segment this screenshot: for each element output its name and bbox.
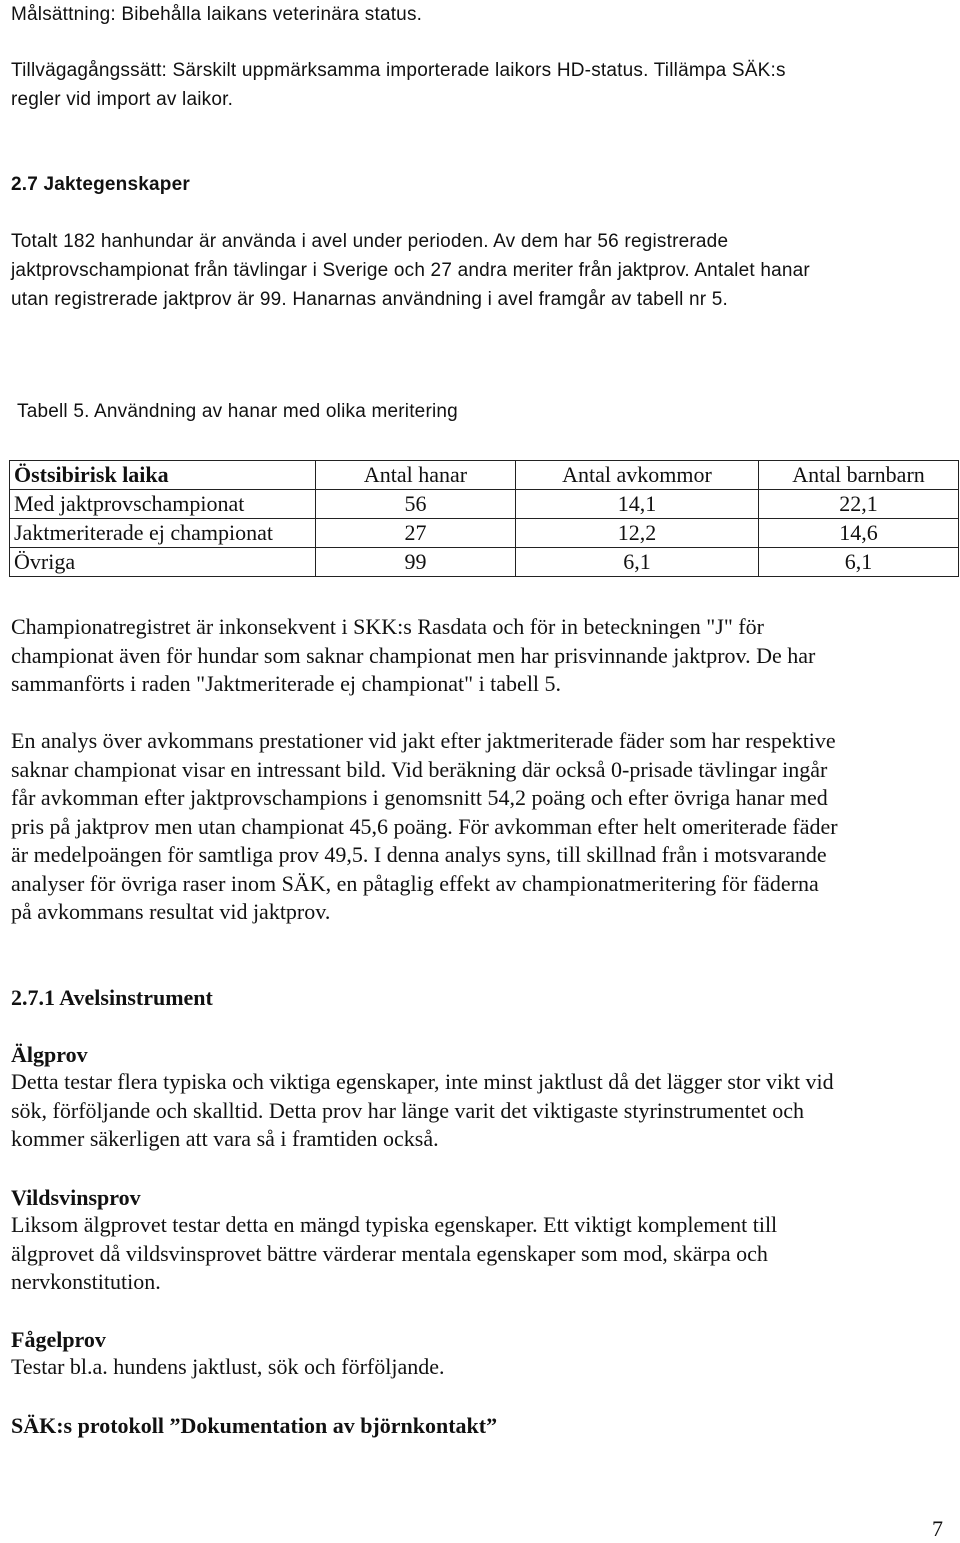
table-cell: 22,1 <box>759 490 959 519</box>
paragraph-vildsvinsprov <box>11 1211 951 1297</box>
table-cell: 99 <box>316 548 516 577</box>
goal-text: Bibehålla laikans veterinära status. <box>115 4 423 25</box>
paragraph-line: championat även för hundar som saknar championat men har prisvinnande jaktprov. De har <box>11 642 816 668</box>
table-header-cell: Östsibirisk laika <box>10 461 316 490</box>
table-cell: 12,2 <box>516 519 759 548</box>
table-cell: 27 <box>316 519 516 548</box>
table-caption-text: Användning av hanar med olika meritering <box>89 401 458 422</box>
method-label: Tillvägagångssätt: <box>11 60 168 81</box>
table-row <box>10 490 959 519</box>
table-row <box>10 548 959 577</box>
page-number: 7 <box>932 1516 943 1541</box>
section-heading-avelsinstrument: 2.7.1 Avelsinstrument <box>11 985 213 1010</box>
paragraph-championat <box>11 613 951 699</box>
heading-protocol: SÄK:s protokoll ”Dokumentation av björnkontakt” <box>11 1413 498 1438</box>
paragraph-line: Testar bl.a. hundens jaktlust, sök och förföljande. <box>11 1354 445 1379</box>
paragraph-line: på avkommans resultat vid jaktprov. <box>11 899 331 924</box>
paragraph-line: nervkonstitution. <box>11 1269 161 1294</box>
paragraph-line: saknar championat visar en intressant bild. Vid beräkning där också 0-prisade tävlingar ingår <box>11 756 828 782</box>
paragraph-line: sök, förföljande och skalltid. Detta prov har länge varit det viktigaste styrinstrumentet och <box>11 1097 805 1123</box>
paragraph-line: älgprovet då vildsvinsprovet bättre värderar mentala egenskaper som mod, skärpa och <box>11 1240 768 1266</box>
method-line-1 <box>11 56 786 85</box>
table-caption-label: Tabell 5. <box>17 401 90 422</box>
paragraph-line: En analys över avkommans prestationer vid jakt efter jaktmeriterade fäder som har respektive <box>11 728 836 753</box>
table-header-cell: Antal avkommor <box>516 461 759 490</box>
table-header-row <box>10 461 959 490</box>
heading-fagelprov: Fågelprov <box>11 1327 106 1352</box>
paragraph-line: Championatregistret är inkonsekvent i SKK:s Rasdata och för in beteckningen "J" för <box>11 614 764 639</box>
paragraph-line: Detta testar flera typiska och viktiga egenskaper, inte minst jaktlust då det lägger stor vikt vid <box>11 1069 834 1094</box>
usage-table <box>9 460 959 577</box>
method-text-1: Särskilt uppmärksamma importerade laikors HD-status. Tillämpa SÄK:s <box>167 60 786 81</box>
table-header-cell: Antal hanar <box>316 461 516 490</box>
paragraph-line: är medelpoängen för samtliga prov 49,5. I denna analys syns, till skillnad från i motsvarande <box>11 842 827 867</box>
table-header-cell: Antal barnbarn <box>759 461 959 490</box>
paragraph-line: pris på jaktprov men utan championat 45,6 poäng. För avkomman efter helt omeriterade fäder <box>11 813 838 839</box>
section-27-line: Totalt 182 hanhundar är använda i avel under perioden. Av dem har 56 registrerade <box>11 231 729 252</box>
table-cell: 14,6 <box>759 519 959 548</box>
heading-vildsvinsprov: Vildsvinsprov <box>11 1185 141 1210</box>
table-cell: Jaktmeriterade ej championat <box>10 519 316 548</box>
heading-algprov: Älgprov <box>11 1042 88 1067</box>
paragraph-line: Liksom älgprovet testar detta en mängd typiska egenskaper. Ett viktigt komplement till <box>11 1212 778 1237</box>
section-27-line: jaktprovschampionat från tävlingar i Sverige och 27 andra meriter från jaktprov. Antalet hanar <box>11 260 810 281</box>
goal-label: Målsättning: <box>11 4 116 25</box>
paragraph-line: analyser för övriga raser inom SÄK, en påtaglig effekt av championatmeritering för fäderna <box>11 870 819 896</box>
table-cell: 6,1 <box>759 548 959 577</box>
table-caption <box>17 397 458 426</box>
method-line-2: regler vid import av laikor. <box>11 89 234 110</box>
paragraph-line: kommer säkerligen att vara så i framtiden också. <box>11 1126 439 1151</box>
table-cell: 14,1 <box>516 490 759 519</box>
paragraph-line: får avkomman efter jaktprovschampions i genomsnitt 54,2 poäng och efter övriga hanar med <box>11 785 828 810</box>
table-cell: Övriga <box>10 548 316 577</box>
table-cell: 6,1 <box>516 548 759 577</box>
goal-line <box>11 0 422 29</box>
paragraph-fagelprov <box>11 1353 951 1382</box>
paragraph-line: sammanförts i raden "Jaktmeriterade ej championat" i tabell 5. <box>11 671 562 696</box>
paragraph-algprov <box>11 1068 951 1154</box>
section-heading-jaktegenskaper: 2.7 Jaktegenskaper <box>11 174 190 195</box>
table-cell: 56 <box>316 490 516 519</box>
paragraph-analysis <box>11 727 951 927</box>
table-cell: Med jaktprovschampionat <box>10 490 316 519</box>
section-27-line: utan registrerade jaktprov är 99. Hanarnas användning i avel framgår av tabell nr 5. <box>11 289 729 310</box>
table-row <box>10 519 959 548</box>
